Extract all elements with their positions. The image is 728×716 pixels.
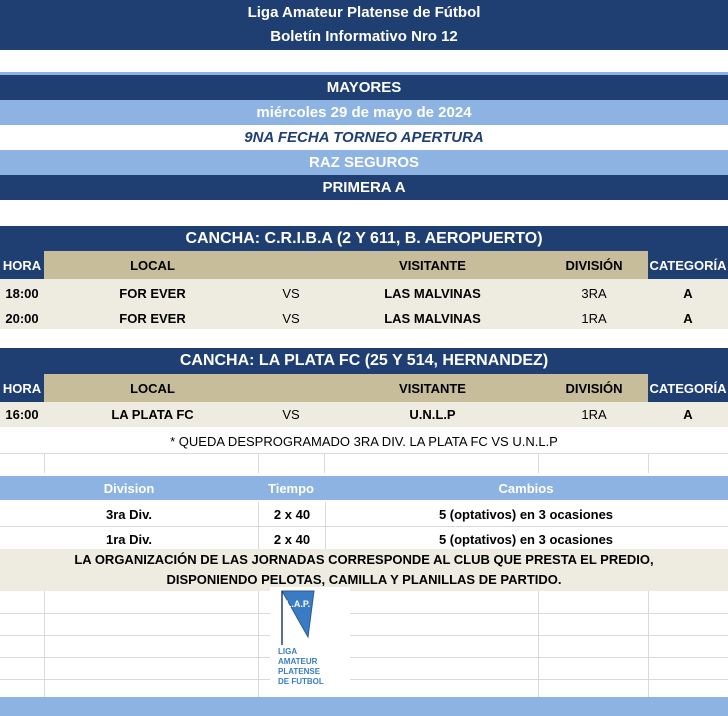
rules-row bbox=[0, 502, 728, 527]
rules-tiempo: 2 x 40 bbox=[258, 527, 326, 551]
col-local: LOCAL bbox=[130, 380, 175, 396]
home-team: LA PLATA FC bbox=[111, 407, 194, 422]
rules-cambios: 5 (optativos) en 3 ocasiones bbox=[438, 531, 614, 547]
col-division: DIVISIÓN bbox=[565, 257, 623, 273]
sponsor-name: RAZ SEGUROS bbox=[308, 154, 419, 171]
away-team: LAS MALVINAS bbox=[384, 286, 481, 301]
rules-col-cambios: Cambios bbox=[498, 480, 554, 496]
league-header bbox=[0, 0, 728, 50]
vs-label: VS bbox=[282, 311, 300, 326]
pennant-flag-icon bbox=[270, 587, 350, 647]
col-categoria: CATEGORÍA bbox=[648, 374, 728, 402]
away-team: LAS MALVINAS bbox=[384, 311, 481, 326]
rules-col-tiempo: Tiempo bbox=[268, 480, 314, 496]
grid-line bbox=[648, 453, 649, 473]
logo-line: DE FUTBOL bbox=[278, 677, 324, 686]
bulletin-number: Boletín Informativo Nro 12 bbox=[270, 28, 458, 45]
col-division: DIVISIÓN bbox=[565, 380, 623, 396]
away-team: U.N.L.P bbox=[409, 407, 456, 422]
col-categoria: CATEGORÍA bbox=[648, 251, 728, 279]
logo-text bbox=[278, 647, 324, 687]
match-division: 1RA bbox=[581, 407, 607, 422]
league-logo bbox=[270, 587, 350, 699]
rules-col-division: Division bbox=[103, 480, 155, 496]
logo-line: AMATEUR bbox=[278, 657, 318, 666]
logo-line: LIGA bbox=[278, 647, 298, 656]
col-visitante: VISITANTE bbox=[399, 380, 466, 396]
organization-notice bbox=[0, 549, 728, 591]
grid-line bbox=[258, 591, 259, 697]
venue-title bbox=[0, 226, 728, 251]
col-hora: HORA bbox=[0, 251, 44, 279]
notice-line-2: DISPONIENDO PELOTAS, CAMILLA Y PLANILLAS DE PARTIDO. bbox=[166, 572, 562, 587]
grid-line bbox=[0, 657, 728, 658]
sponsor-band bbox=[0, 150, 728, 175]
match-category: A bbox=[683, 407, 693, 422]
grid-line bbox=[258, 453, 259, 473]
rules-row bbox=[0, 527, 728, 551]
division-title: PRIMERA A bbox=[322, 179, 406, 196]
match-division: 3RA bbox=[581, 286, 607, 301]
match-time: 18:00 bbox=[5, 286, 39, 301]
grid-line bbox=[44, 591, 45, 697]
note-text: * QUEDA DESPROGRAMADO 3RA DIV. LA PLATA FC VS U.N.L.P bbox=[170, 433, 558, 449]
footer-band bbox=[0, 697, 728, 716]
grid-line bbox=[324, 453, 325, 473]
cancellation-note bbox=[0, 429, 728, 453]
match-category: A bbox=[683, 311, 693, 326]
vs-label: VS bbox=[282, 286, 300, 301]
rules-division: 3ra Div. bbox=[105, 506, 152, 522]
notice-line-1: LA ORGANIZACIÓN DE LAS JORNADAS CORRESPONDE AL CLUB QUE PRESTA EL PREDIO, bbox=[74, 552, 654, 567]
rules-header bbox=[0, 476, 728, 500]
table-header bbox=[0, 374, 728, 402]
match-date: miércoles 29 de mayo de 2024 bbox=[256, 104, 472, 121]
logo-flag-text: L.A.P. bbox=[285, 599, 311, 609]
category-label: MAYORES bbox=[326, 79, 402, 96]
rules-tiempo: 2 x 40 bbox=[258, 502, 326, 526]
home-team: FOR EVER bbox=[119, 286, 186, 301]
grid-line bbox=[44, 453, 45, 473]
grid-line bbox=[538, 591, 539, 697]
venue-title bbox=[0, 348, 728, 374]
table-row bbox=[0, 281, 728, 306]
rules-cambios: 5 (optativos) en 3 ocasiones bbox=[438, 506, 614, 522]
col-visitante: VISITANTE bbox=[399, 257, 466, 273]
logo-line: PLATENSE bbox=[278, 667, 321, 676]
rules-division: 1ra Div. bbox=[105, 531, 152, 547]
grid-line bbox=[648, 591, 649, 697]
grid-line bbox=[0, 453, 728, 454]
match-division: 1RA bbox=[581, 311, 607, 326]
category-band bbox=[0, 75, 728, 100]
col-hora: HORA bbox=[0, 374, 44, 402]
match-time: 16:00 bbox=[5, 407, 39, 422]
table-header bbox=[0, 251, 728, 279]
vs-label: VS bbox=[282, 407, 300, 422]
round-band bbox=[0, 125, 728, 150]
match-category: A bbox=[683, 286, 693, 301]
league-title: Liga Amateur Platense de Fútbol bbox=[247, 4, 481, 21]
col-local: LOCAL bbox=[130, 257, 175, 273]
venue-name: CANCHA: LA PLATA FC (25 Y 514, HERNANDEZ) bbox=[179, 352, 549, 369]
grid-line bbox=[538, 453, 539, 473]
venue-name: CANCHA: C.R.I.B.A (2 Y 611, B. AEROPUERTO) bbox=[185, 229, 543, 247]
grid-line bbox=[0, 635, 728, 636]
home-team: FOR EVER bbox=[119, 311, 186, 326]
table-row bbox=[0, 402, 728, 427]
division-band bbox=[0, 175, 728, 200]
grid-line bbox=[0, 679, 728, 680]
match-time: 20:00 bbox=[5, 311, 39, 326]
date-band bbox=[0, 100, 728, 125]
table-row bbox=[0, 306, 728, 331]
grid-line bbox=[0, 613, 728, 614]
round-title: 9NA FECHA TORNEO APERTURA bbox=[244, 129, 484, 146]
